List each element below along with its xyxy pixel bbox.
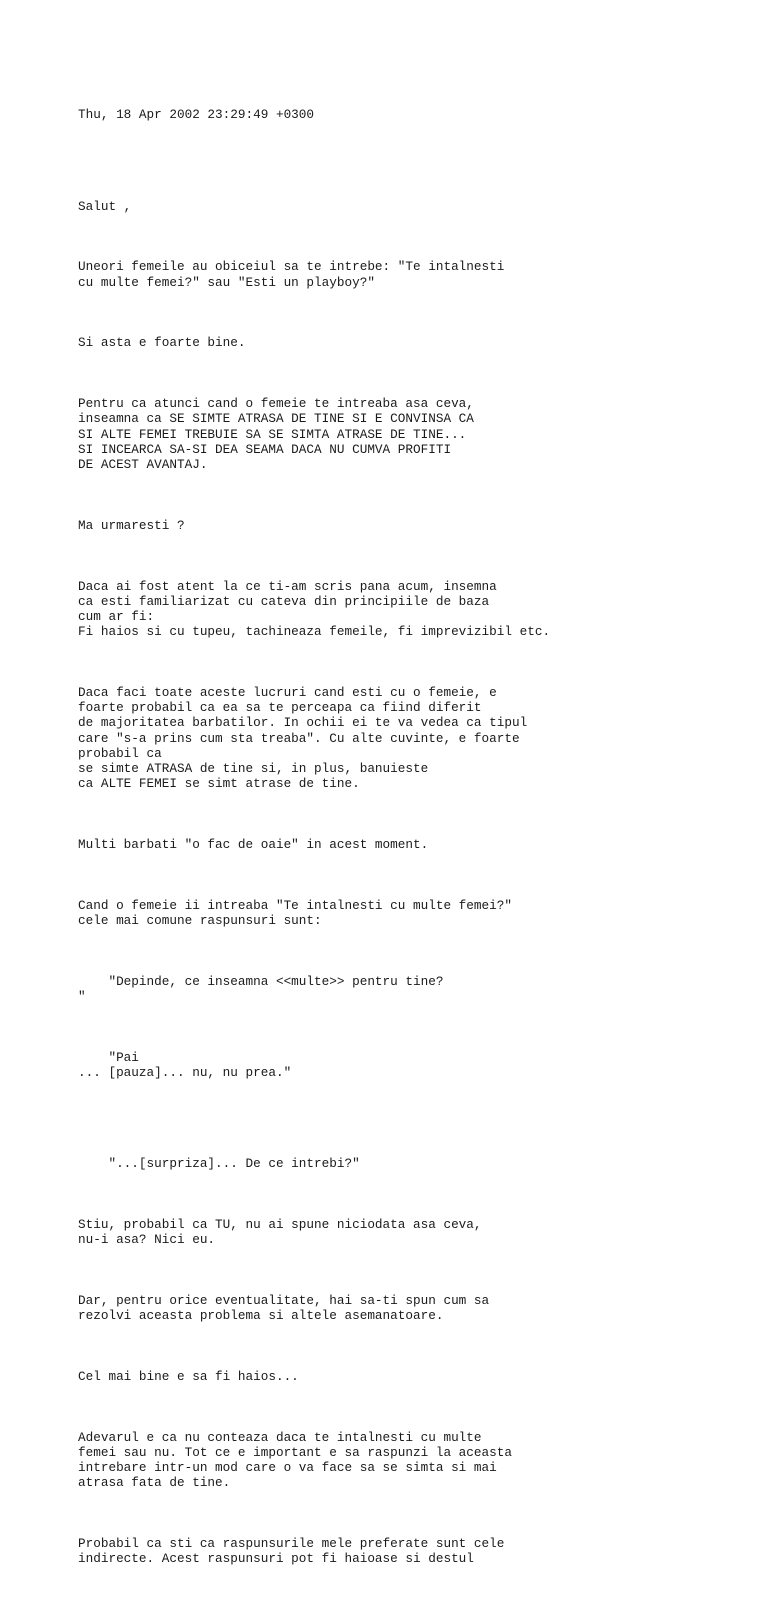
paragraph-2: Si asta e foarte bine. xyxy=(78,335,246,351)
date-line: Thu, 18 Apr 2002 23:29:49 +0300 xyxy=(78,107,315,123)
document-body xyxy=(78,77,738,1597)
paragraph-11: Cel mai bine e sa fi haios... xyxy=(78,1369,299,1384)
quote-3: "...[surpriza]... De ce intrebi?" xyxy=(78,1156,360,1172)
paragraph-13: Probabil ca sti ca raspunsurile mele preferate sunt cele indirecte. Acest raspunsuri pot fi haioase si destul xyxy=(78,1536,505,1567)
quote-1: "Depinde, ce inseamna <<multe>> pentru tine? " xyxy=(78,973,444,1005)
paragraph-8: Cand o femeie ii intreaba "Te intalnesti cu multe femei?" cele mai comune raspunsuri sunt: xyxy=(78,897,512,929)
paragraph-6: Daca faci toate aceste lucruri cand esti cu o femeie, e foarte probabil ca ea sa te perceapa ca fiind diferit de majoritatea barbatilor. In ochii ei te va vedea ca tipul care "s-a prins cum sta treaba". Cu alte cuvinte, e foarte probabil ca se simte ATRASA de tine si, in plus, banuieste ca ALTE FEMEI se simt atrase de tine. xyxy=(78,685,528,792)
paragraph-4: Ma urmaresti ? xyxy=(78,517,185,533)
paragraph-10: Dar, pentru orice eventualitate, hai sa-ti spun cum sa rezolvi aceasta problema si altele asemanatoare. xyxy=(78,1293,490,1324)
paragraph-12: Adevarul e ca nu conteaza daca te intalnesti cu multe femei sau nu. Tot ce e important e sa raspunzi la aceasta intrebare intr-un mod care o va face sa se simta si mai atrasa fata de tine. xyxy=(78,1429,512,1491)
paragraph-7: Multi barbati "o fac de oaie" in acest moment. xyxy=(78,837,429,853)
quote-2: "Pai ... [pauza]... nu, nu prea." xyxy=(78,1049,292,1081)
paragraph-3: Pentru ca atunci cand o femeie te intreaba asa ceva, inseamna ca SE SIMTE ATRASA DE TINE SI E CONVINSA CA SI ALTE FEMEI TREBUIE SA SE SIMTA ATRASE DE TINE... SI INCEARCA SA-SI DEA SEAMA DACA NU CUMVA PROFITI DE ACEST AVANTAJ. xyxy=(78,396,474,472)
paragraph-5: Daca ai fost atent la ce ti-am scris pana acum, insemna ca esti familiarizat cu cateva din principiile de baza cum ar fi: Fi haios si cu tupeu, tachineaza femeile, fi imprevizibil etc. xyxy=(78,578,551,640)
paragraph-9: Stiu, probabil ca TU, nu ai spune niciodata asa ceva, nu-i asa? Nici eu. xyxy=(78,1217,482,1248)
greeting: Salut , xyxy=(78,198,132,214)
paragraph-intro: Uneori femeile au obiceiul sa te intrebe: "Te intalnesti cu multe femei?" sau "Esti un playboy?" xyxy=(78,259,505,290)
